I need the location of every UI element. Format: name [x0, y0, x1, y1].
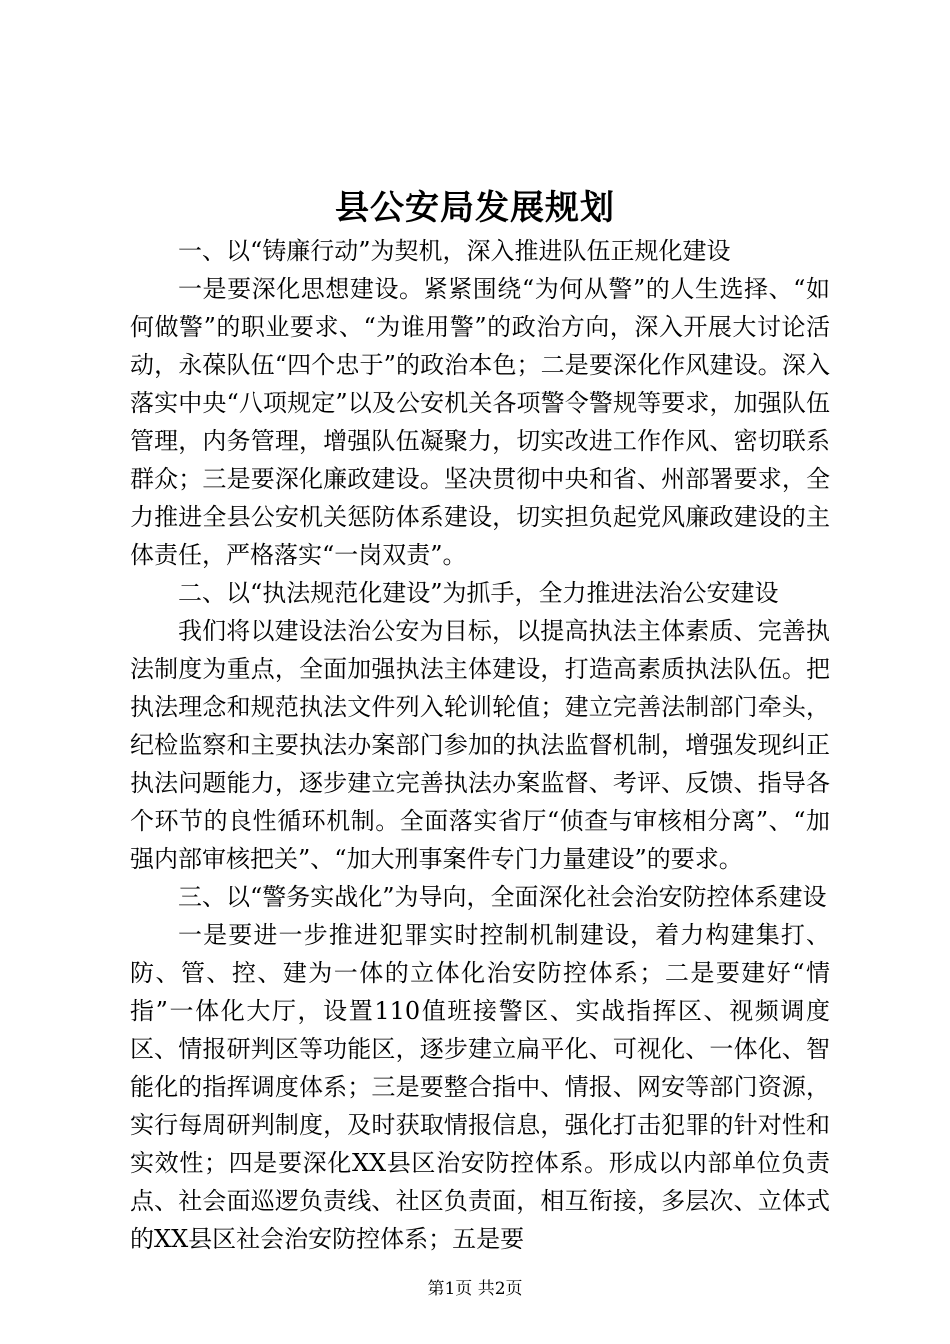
section-heading-2: 二、以“执法规范化建设”为抓手，全力推进法治公安建设: [178, 579, 779, 607]
paragraph-1: 一是要深化思想建设。紧紧围绕“为何从警”的人生选择、“如何做警”的职业要求、“为谁用警”的政治方向，深入开展大讨论活动，永葆队伍“四个忠于”的政治本色；二是要深化作风建设。深入落实中央“八项规定”以及公安机关各项警令警规等要求，加强队伍管理，内务管理，增强队伍凝聚力，切实改进工作作风、密切联系群众；三是要深化廉政建设。坚决贯彻中央和省、州部署要求，全力推进全县公安机关惩防体系建设，切实担负起党风廉政建设的主体责任，严格落实“一岗双责”。: [130, 275, 830, 569]
page-number-footer: 第1页 共2页: [427, 1279, 523, 1299]
section-heading-3: 三、以“警务实战化”为导向，全面深化社会治安防控体系建设: [178, 883, 827, 911]
section-heading-1: 一、以“铸廉行动”为契机，深入推进队伍正规化建设: [178, 237, 731, 265]
paragraph-2: 我们将以建设法治公安为目标，以提高执法主体素质、完善执法制度为重点，全面加强执法主体建设，打造高素质执法队伍。把执法理念和规范执法文件列入轮训轮值；建立完善法制部门牵头，纪检监察和主要执法办案部门参加的执法监督机制，增强发现纠正执法问题能力，逐步建立完善执法办案监督、考评、反馈、指导各个环节的良性循环机制。全面落实省厅“侦查与审核相分离”、“加强内部审核把关”、“加大刑事案件专门力量建设”的要求。: [130, 617, 830, 873]
document-body: [130, 232, 830, 1258]
paragraph-3: 一是要进一步推进犯罪实时控制机制建设，着力构建集打、防、管、控、建为一体的立体化治安防控体系；二是要建好“情指”一体化大厅，设置110值班接警区、实战指挥区、视频调度区、情报研判区等功能区，逐步建立扁平化、可视化、一体化、智能化的指挥调度体系；三是要整合指中、情报、网安等部门资源，实行每周研判制度，及时获取情报信息，强化打击犯罪的针对性和实效性；四是要深化XX县区治安防控体系。形成以内部单位负责点、社会面巡逻负责线、社区负责面，相互衔接，多层次、立体式的XX县区社会治安防控体系；五是要: [130, 921, 830, 1253]
document-title: 县公安局发展规划: [335, 188, 615, 228]
